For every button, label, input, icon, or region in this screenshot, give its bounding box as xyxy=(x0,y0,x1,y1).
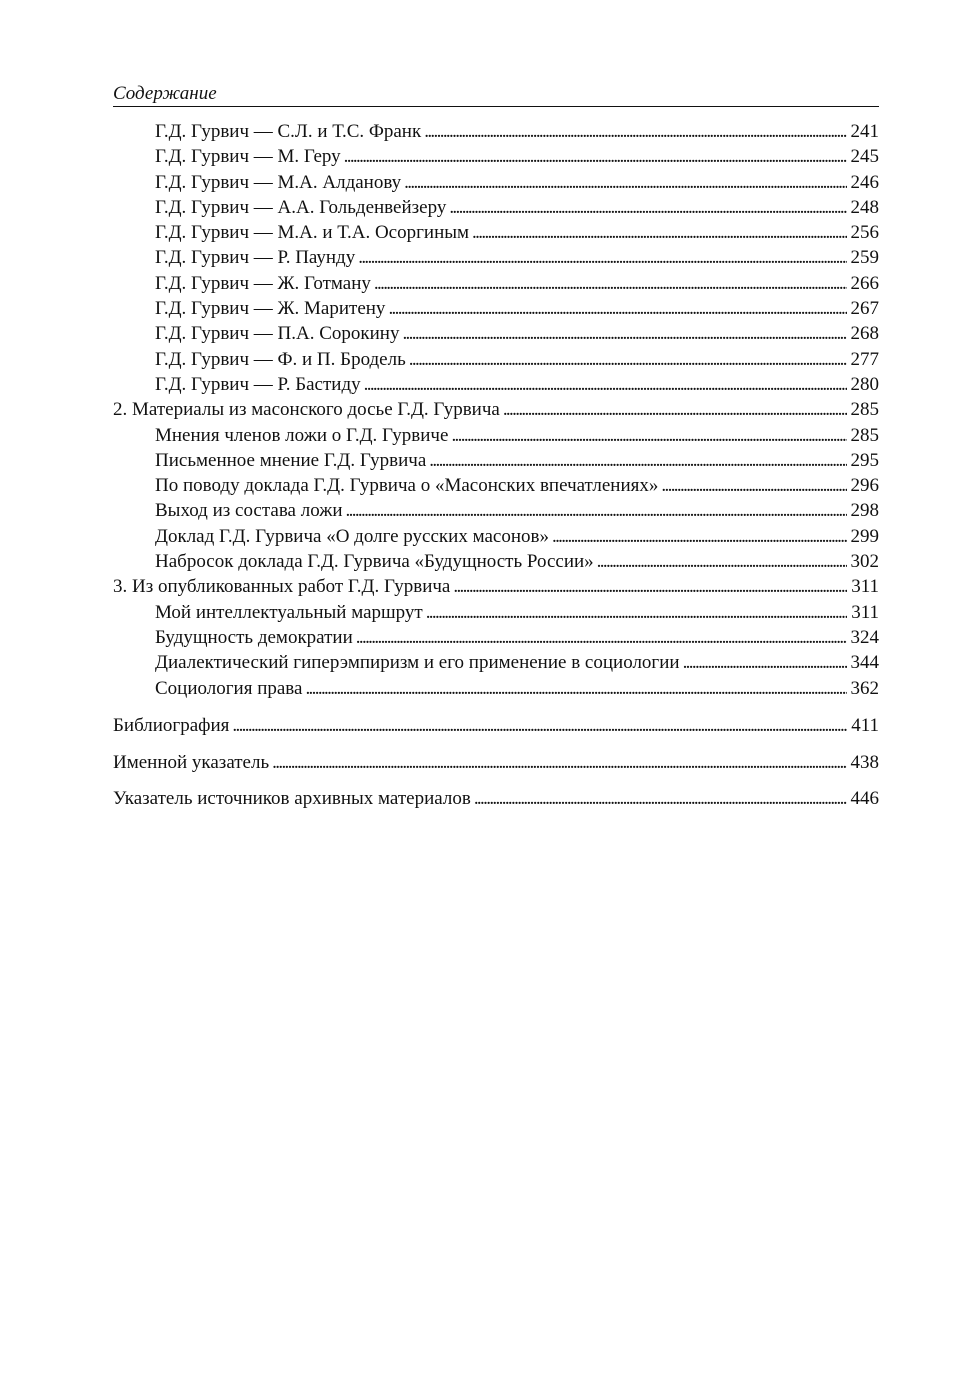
toc-entry-title: Г.Д. Гурвич — М.А. Алданову xyxy=(155,171,402,193)
dot-leader xyxy=(272,750,846,775)
toc-entry-title: Г.Д. Гурвич — А.А. Гольденвейзеру xyxy=(155,196,447,218)
toc-entry-page: 296 xyxy=(850,475,879,497)
toc-entry[interactable] xyxy=(113,448,879,473)
toc-entry[interactable] xyxy=(113,397,879,422)
toc-entry[interactable] xyxy=(113,296,879,321)
toc-entry-title: 2. Материалы из масонского досье Г.Д. Гурвича xyxy=(113,399,500,421)
toc-entry-title: Г.Д. Гурвич — Ж. Маритену xyxy=(155,298,386,320)
dot-leader xyxy=(453,574,847,599)
toc-entry-page: 311 xyxy=(851,576,879,598)
toc-entry[interactable] xyxy=(113,713,879,738)
toc-entry[interactable] xyxy=(113,423,879,448)
toc-entry-page: 446 xyxy=(850,788,879,810)
toc-entry-title: Будущность демократии xyxy=(155,626,353,648)
dot-leader xyxy=(424,119,846,144)
toc-entry-page: 285 xyxy=(850,399,879,421)
toc-entry[interactable] xyxy=(113,750,879,775)
dot-leader xyxy=(597,549,847,574)
toc-entry-title: Доклад Г.Д. Гурвича «О долге русских масонов» xyxy=(155,525,549,547)
toc-entry-page: 324 xyxy=(850,626,879,648)
dot-leader xyxy=(503,397,847,422)
toc-entry-page: 285 xyxy=(850,424,879,446)
dot-leader xyxy=(232,713,847,738)
dot-leader xyxy=(404,170,846,195)
dot-leader xyxy=(451,423,846,448)
toc-entry-title: Выход из состава ложи xyxy=(155,500,343,522)
dot-leader xyxy=(409,347,847,372)
toc-entry[interactable] xyxy=(113,195,879,220)
toc-entry-page: 311 xyxy=(851,601,879,623)
toc-entry-page: 411 xyxy=(851,714,879,736)
toc-entry-title: 3. Из опубликованных работ Г.Д. Гурвича xyxy=(113,576,451,598)
toc-entry[interactable] xyxy=(113,524,879,549)
toc-entry[interactable] xyxy=(113,786,879,811)
toc-entry-title: Именной указатель xyxy=(113,751,270,773)
toc-entry-title: Г.Д. Гурвич — Ф. и П. Бродель xyxy=(155,348,406,370)
dot-leader xyxy=(344,144,847,169)
toc-entry[interactable] xyxy=(113,473,879,498)
toc-entry[interactable] xyxy=(113,574,879,599)
dot-leader xyxy=(305,676,846,701)
toc-entry-title: Диалектический гиперэмпиризм и его применение в социологии xyxy=(155,652,680,674)
toc-entry-page: 277 xyxy=(850,348,879,370)
toc-entry-page: 299 xyxy=(850,525,879,547)
toc-entry-page: 268 xyxy=(850,323,879,345)
toc-entry[interactable] xyxy=(113,170,879,195)
dot-leader xyxy=(358,245,846,270)
header-title: Содержание xyxy=(113,83,217,104)
toc-entry-page: 267 xyxy=(850,298,879,320)
toc-entry-title: Г.Д. Гурвич — С.Л. и Т.С. Франк xyxy=(155,121,422,142)
dot-leader xyxy=(474,786,847,811)
toc-entry[interactable] xyxy=(113,347,879,372)
toc-entry-title: По поводу доклада Г.Д. Гурвича о «Масонских впечатлениях» xyxy=(155,475,659,497)
toc-entry-page: 259 xyxy=(850,247,879,269)
toc-entry-page: 302 xyxy=(850,551,879,573)
dot-leader xyxy=(374,271,847,296)
toc-entry-title: Мнения членов ложи о Г.Д. Гурвиче xyxy=(155,424,449,446)
toc-entry[interactable] xyxy=(113,144,879,169)
dot-leader xyxy=(364,372,847,397)
dot-leader xyxy=(429,448,846,473)
toc-entry[interactable] xyxy=(113,321,879,346)
toc-entry-title: Письменное мнение Г.Д. Гурвича xyxy=(155,449,427,471)
dot-leader xyxy=(356,625,847,650)
toc-entry[interactable] xyxy=(113,625,879,650)
toc-entry-page: 344 xyxy=(850,652,879,674)
toc-entry-page: 266 xyxy=(850,272,879,294)
toc-entry-page: 438 xyxy=(850,751,879,773)
toc-entry[interactable] xyxy=(113,650,879,675)
toc-entry-title: Указатель источников архивных материалов xyxy=(113,788,471,810)
toc-entry-title: Г.Д. Гурвич — Р. Паунду xyxy=(155,247,356,269)
toc-entry-title: Г.Д. Гурвич — Ж. Готману xyxy=(155,272,371,294)
dot-leader xyxy=(402,321,846,346)
toc-entry-page: 246 xyxy=(850,171,879,193)
toc-entry-page: 256 xyxy=(850,222,879,244)
dot-leader xyxy=(388,296,846,321)
toc-entry-title: Г.Д. Гурвич — П.А. Сорокину xyxy=(155,323,400,345)
toc-entry-title: Социология права xyxy=(155,677,303,699)
toc-entry-page: 280 xyxy=(850,373,879,395)
toc-entry-page: 362 xyxy=(850,677,879,699)
dot-leader xyxy=(683,650,847,675)
toc-entry-page: 245 xyxy=(850,146,879,168)
toc-entry[interactable] xyxy=(113,600,879,625)
toc-entry-page: 241 xyxy=(850,121,879,142)
toc-entry-title: Мой интеллектуальный маршрут xyxy=(155,601,423,623)
toc-entry-page: 298 xyxy=(850,500,879,522)
toc-entry-title: Г.Д. Гурвич — М.А. и Т.А. Осоргиным xyxy=(155,222,470,244)
dot-leader xyxy=(472,220,846,245)
toc-entry-title: Г.Д. Гурвич — М. Геру xyxy=(155,146,341,168)
toc-entry-page: 248 xyxy=(850,196,879,218)
dot-leader xyxy=(426,600,848,625)
toc-entry[interactable] xyxy=(113,220,879,245)
toc-entry-title: Библиография xyxy=(113,714,230,736)
toc-entry[interactable] xyxy=(113,498,879,523)
dot-leader xyxy=(449,195,846,220)
toc-entry-title: Г.Д. Гурвич — Р. Бастиду xyxy=(155,373,361,395)
toc-entry[interactable] xyxy=(113,372,879,397)
toc-entry-title: Набросок доклада Г.Д. Гурвича «Будущность России» xyxy=(155,551,594,573)
toc-entry[interactable] xyxy=(113,549,879,574)
toc-entry-page: 295 xyxy=(850,449,879,471)
toc-entry[interactable] xyxy=(113,271,879,296)
dot-leader xyxy=(346,498,847,523)
toc-entry[interactable] xyxy=(113,676,879,701)
toc-entry[interactable] xyxy=(113,119,879,144)
dot-leader xyxy=(552,524,847,549)
table-of-contents xyxy=(113,119,879,812)
dot-leader xyxy=(661,473,846,498)
running-header xyxy=(113,82,879,107)
toc-entry[interactable] xyxy=(113,245,879,270)
